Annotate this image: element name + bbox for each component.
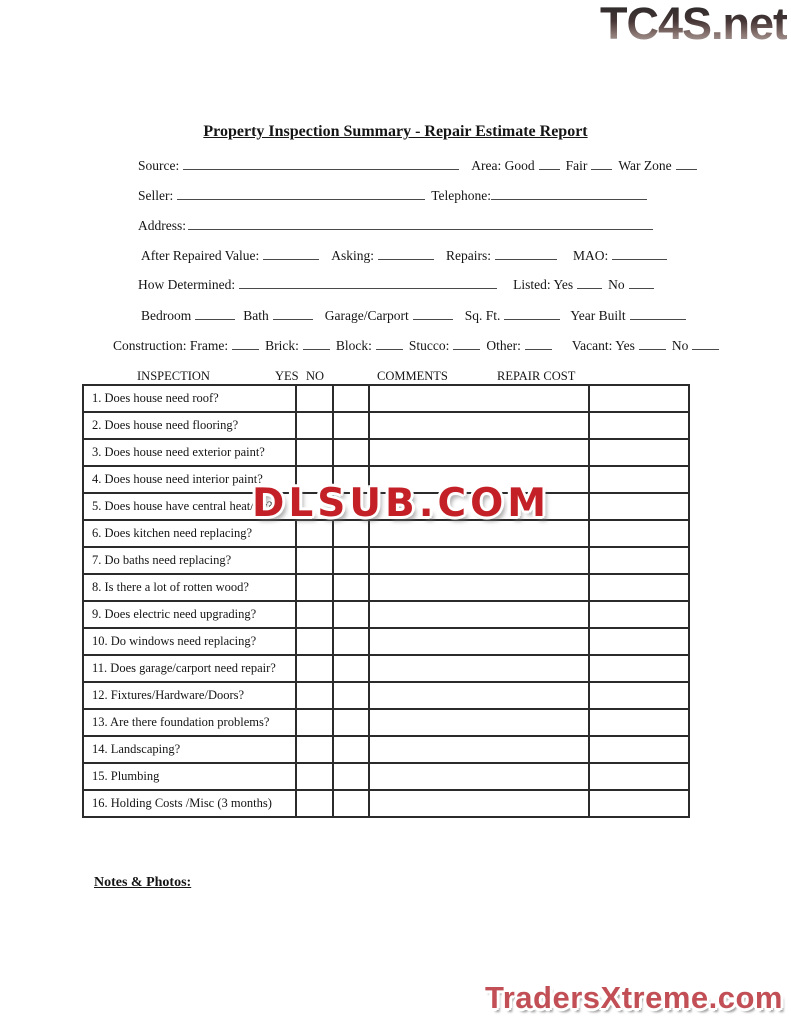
no-cell: [333, 709, 369, 736]
no-cell: [333, 655, 369, 682]
area-fair-blank: [591, 169, 612, 170]
yes-cell: [296, 574, 333, 601]
repair-cost-cell: [589, 547, 689, 574]
yes-cell: [296, 628, 333, 655]
garage-carport-blank: [413, 319, 453, 320]
yes-cell: [296, 736, 333, 763]
inspection-table: [82, 384, 690, 818]
no-cell: [333, 736, 369, 763]
how-determined-label: How Determined:: [138, 277, 236, 292]
no-cell: [333, 439, 369, 466]
comments-cell: [369, 601, 589, 628]
repair-cost-cell: [589, 385, 689, 412]
brick-label: Brick:: [265, 338, 299, 353]
table-row: [83, 709, 689, 736]
repair-cost-cell: [589, 601, 689, 628]
values-row: [141, 248, 667, 264]
rooms-row: [141, 308, 686, 324]
comments-cell: [369, 790, 589, 817]
seller-label: Seller:: [138, 188, 174, 203]
asking-blank: [378, 259, 434, 260]
table-row: [83, 736, 689, 763]
comments-cell: [369, 628, 589, 655]
area-good-label: Area: Good: [471, 158, 535, 173]
inspection-question: 6. Does kitchen need replacing?: [83, 520, 296, 547]
inspection-question: 15. Plumbing: [83, 763, 296, 790]
bath-blank: [273, 319, 313, 320]
repair-cost-cell: [589, 763, 689, 790]
other-blank: [525, 349, 552, 350]
no-cell: [333, 574, 369, 601]
comments-cell: [369, 439, 589, 466]
yes-cell: [296, 439, 333, 466]
source-row: [138, 158, 697, 174]
table-row: [83, 385, 689, 412]
inspection-question: 10. Do windows need replacing?: [83, 628, 296, 655]
inspection-question: 4. Does house need interior paint?: [83, 466, 296, 493]
source-label: Source:: [138, 158, 180, 173]
inspection-question: 9. Does electric need upgrading?: [83, 601, 296, 628]
comments-cell: [369, 412, 589, 439]
repair-cost-cell: [589, 736, 689, 763]
table-row: [83, 574, 689, 601]
repair-cost-cell: [589, 655, 689, 682]
notes-photos-heading: Notes & Photos:: [94, 875, 192, 890]
repair-cost-cell: [589, 439, 689, 466]
inspection-question: 16. Holding Costs /Misc (3 months): [83, 790, 296, 817]
other-label: Other:: [486, 338, 521, 353]
how-determined-blank: [239, 288, 497, 289]
vacant-yes-blank: [639, 349, 666, 350]
asking-label: Asking:: [331, 248, 374, 263]
no-cell: [333, 385, 369, 412]
block-blank: [376, 349, 403, 350]
comments-cell: [369, 682, 589, 709]
page-title-text: Property Inspection Summary - Repair Estimate Report: [203, 123, 588, 140]
table-row: [83, 412, 689, 439]
inspection-question: 1. Does house need roof?: [83, 385, 296, 412]
no-cell: [333, 763, 369, 790]
inspection-question: 2. Does house need flooring?: [83, 412, 296, 439]
repair-cost-cell: [589, 628, 689, 655]
how-determined-row: [138, 277, 654, 293]
no-cell: [333, 412, 369, 439]
yes-cell: [296, 601, 333, 628]
vacant-no-label: No: [671, 338, 689, 353]
yes-cell: [296, 709, 333, 736]
comments-cell: [369, 709, 589, 736]
comments-cell: [369, 574, 589, 601]
yes-cell: [296, 682, 333, 709]
yes-cell: [296, 412, 333, 439]
telephone-label: Telephone:: [431, 188, 492, 203]
bedroom-label: Bedroom: [141, 308, 192, 323]
arv-blank: [263, 259, 319, 260]
year-built-label: Year Built: [570, 308, 626, 323]
no-cell: [333, 628, 369, 655]
inspection-table-body: [83, 385, 689, 817]
no-cell: [333, 682, 369, 709]
mao-label: MAO:: [572, 248, 609, 263]
table-row: [83, 655, 689, 682]
inspection-question: 3. Does house need exterior paint?: [83, 439, 296, 466]
tradersxtreme-logo: TradersXtreme.com: [485, 980, 783, 1015]
repair-cost-cell: [589, 520, 689, 547]
inspection-question: 11. Does garage/carport need repair?: [83, 655, 296, 682]
repair-cost-cell: [589, 574, 689, 601]
yes-cell: [296, 385, 333, 412]
no-cell: [333, 547, 369, 574]
garage-carport-label: Garage/Carport: [324, 308, 409, 323]
yes-cell: [296, 763, 333, 790]
yes-cell: [296, 790, 333, 817]
yes-cell: [296, 547, 333, 574]
stucco-label: Stucco:: [408, 338, 450, 353]
listed-yes-blank: [577, 288, 602, 289]
dlsub-watermark: DLSUB.COM: [252, 481, 551, 526]
table-row: [83, 547, 689, 574]
year-built-blank: [630, 319, 686, 320]
address-label: Address:: [138, 218, 186, 233]
comments-cell: [369, 763, 589, 790]
table-row: [83, 601, 689, 628]
inspection-question: 12. Fixtures/Hardware/Doors?: [83, 682, 296, 709]
bedroom-blank: [195, 319, 235, 320]
repair-cost-cell: [589, 682, 689, 709]
area-fair-label: Fair: [565, 158, 588, 173]
header-comments: COMMENTS: [377, 369, 448, 383]
brick-blank: [303, 349, 330, 350]
seller-row: [138, 188, 647, 204]
inspection-question: 5. Does house have central heat/air?: [83, 493, 296, 520]
listed-no-blank: [629, 288, 654, 289]
block-label: Block:: [335, 338, 372, 353]
repairs-blank: [495, 259, 557, 260]
repair-cost-cell: [589, 466, 689, 493]
repair-cost-cell: [589, 790, 689, 817]
comments-cell: [369, 385, 589, 412]
area-war-zone-blank: [676, 169, 697, 170]
table-row: [83, 439, 689, 466]
yes-cell: [296, 655, 333, 682]
repair-cost-cell: [589, 412, 689, 439]
mao-blank: [612, 259, 667, 260]
address-blank: [188, 229, 653, 230]
construction-frame-label: Construction: Frame:: [113, 338, 229, 353]
inspection-question: 7. Do baths need replacing?: [83, 547, 296, 574]
header-no: NO: [306, 369, 325, 383]
telephone-blank: [491, 199, 647, 200]
area-war-zone-label: War Zone: [618, 158, 672, 173]
seller-blank: [177, 199, 425, 200]
sq-ft-label: Sq. Ft.: [464, 308, 501, 323]
inspection-question: 14. Landscaping?: [83, 736, 296, 763]
no-cell: [333, 790, 369, 817]
repairs-label: Repairs:: [445, 248, 491, 263]
header-repair-cost: REPAIR COST: [497, 369, 576, 383]
repair-cost-cell: [589, 709, 689, 736]
area-good-blank: [539, 169, 560, 170]
table-row: [83, 682, 689, 709]
stucco-blank: [453, 349, 480, 350]
vacant-yes-label: Vacant: Yes: [571, 338, 635, 353]
construction-row: [113, 338, 719, 354]
header-inspection: INSPECTION: [137, 369, 210, 383]
frame-blank: [232, 349, 259, 350]
listed-no-label: No: [608, 277, 625, 292]
table-row: [83, 790, 689, 817]
arv-label: After Repaired Value:: [141, 248, 260, 263]
repair-cost-cell: [589, 493, 689, 520]
tc4s-logo: TC4S.net: [599, 0, 787, 49]
comments-cell: [369, 655, 589, 682]
no-cell: [333, 601, 369, 628]
bath-label: Bath: [243, 308, 269, 323]
comments-cell: [369, 736, 589, 763]
table-row: [83, 763, 689, 790]
table-row: [83, 628, 689, 655]
source-blank: [183, 169, 459, 170]
listed-yes-label: Listed: Yes: [513, 277, 574, 292]
comments-cell: [369, 547, 589, 574]
inspection-question: 13. Are there foundation problems?: [83, 709, 296, 736]
vacant-no-blank: [692, 349, 719, 350]
sq-ft-blank: [504, 319, 560, 320]
header-yes: YES: [275, 369, 299, 383]
page-title: [0, 123, 791, 141]
inspection-question: 8. Is there a lot of rotten wood?: [83, 574, 296, 601]
address-row: [138, 218, 653, 234]
